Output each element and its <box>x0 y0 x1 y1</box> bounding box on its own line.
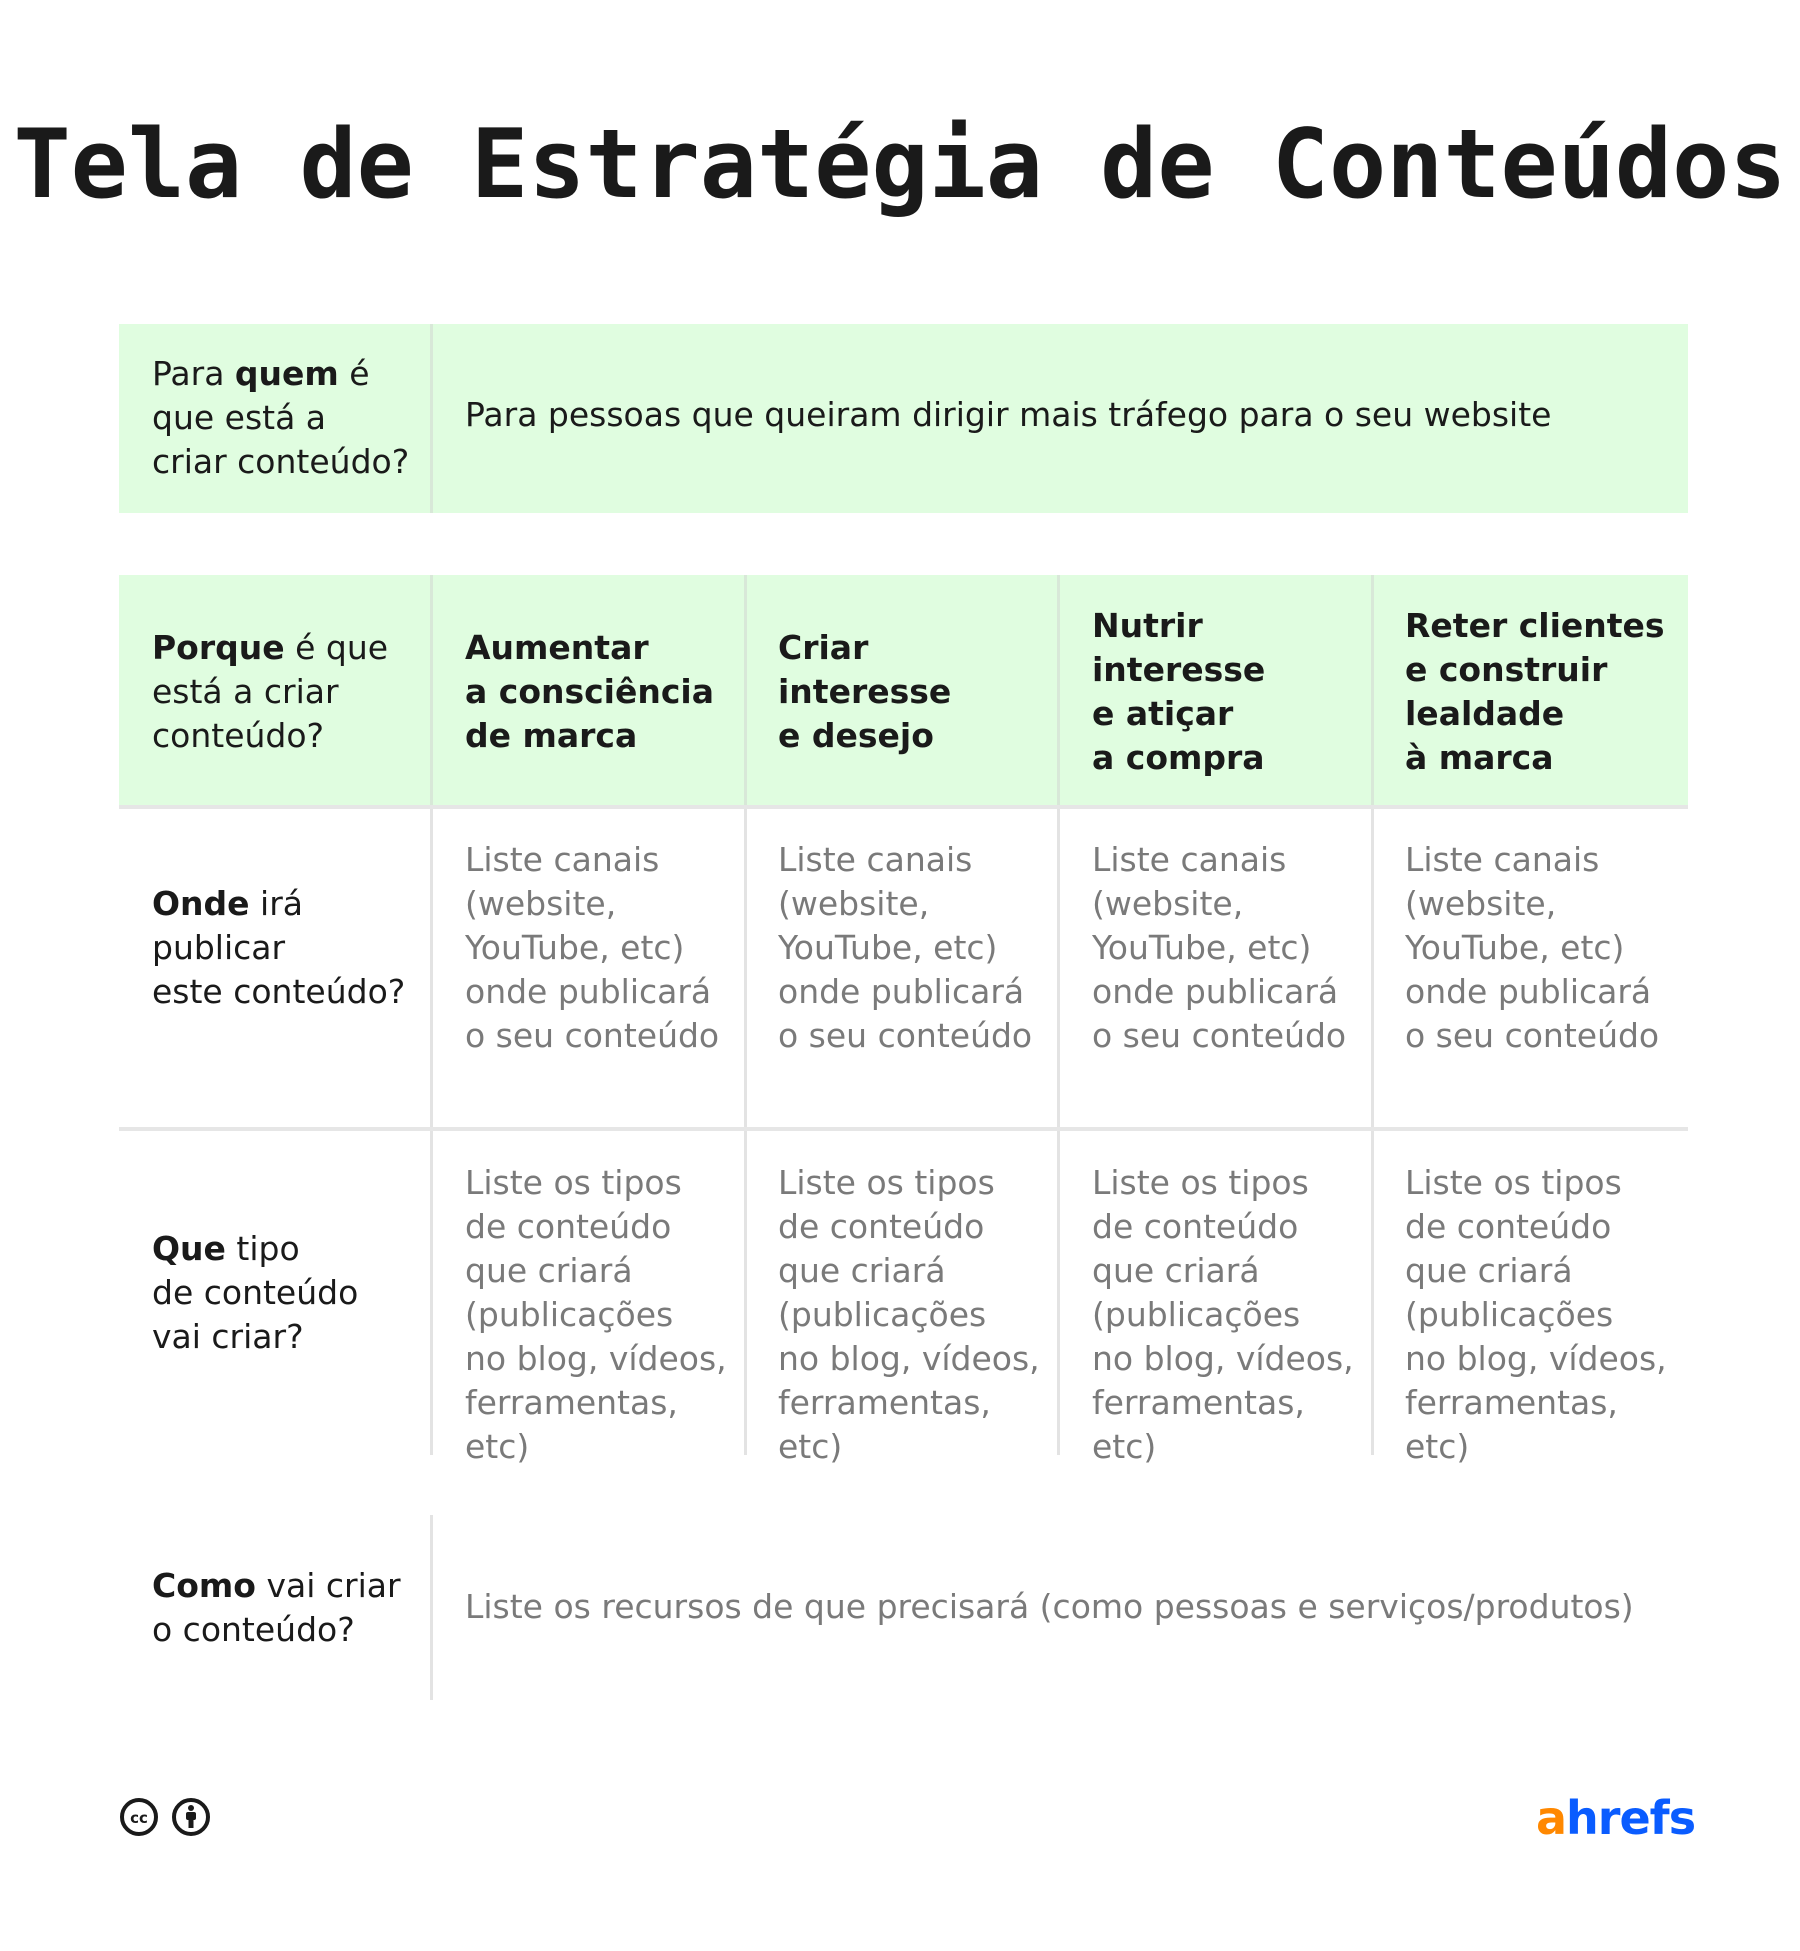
how-answer: Liste os recursos de que precisará (como pessoas e serviços/produtos) <box>465 1587 1634 1626</box>
why-divider-3 <box>1057 575 1060 805</box>
where-cell-3: Liste canais (website, YouTube, etc) onde publicará o seu conteúdo <box>1092 840 1347 1055</box>
what-divider-2 <box>744 1131 747 1455</box>
why-divider-4 <box>1371 575 1374 805</box>
ahrefs-logo <box>1536 1790 1695 1846</box>
who-question-bold: quem <box>234 354 339 393</box>
goal-nurture: Nutrir interesse e atiçar a compra <box>1092 606 1266 777</box>
goal-interest: Criar interesse e desejo <box>778 628 952 755</box>
who-question-pre: Para <box>152 354 235 393</box>
where-question-post: irá publicar este conteúdo? <box>152 884 406 1011</box>
ahrefs-logo-a: a <box>1536 1791 1567 1845</box>
what-question <box>152 1227 358 1359</box>
where-divider-3 <box>1057 809 1060 1127</box>
attribution-icon <box>171 1797 211 1841</box>
what-divider-1 <box>430 1131 433 1455</box>
what-cell-1: Liste os tipos de conteúdo que criará (publicações no blog, vídeos, ferramentas, etc) <box>465 1163 727 1466</box>
why-question-post: é que está a criar conteúdo? <box>152 628 389 755</box>
where-separator <box>119 1127 1688 1131</box>
license-icons <box>119 1797 211 1841</box>
who-question <box>152 352 409 484</box>
what-question-bold: Que <box>152 1229 226 1268</box>
why-divider-1 <box>430 575 433 805</box>
why-question-bold: Porque <box>152 628 285 667</box>
how-question <box>152 1564 401 1652</box>
where-question-bold: Onde <box>152 884 250 923</box>
where-cell-1: Liste canais (website, YouTube, etc) onde publicará o seu conteúdo <box>465 840 720 1055</box>
goal-awareness: Aumentar a consciência de marca <box>465 628 715 755</box>
where-divider-4 <box>1371 809 1374 1127</box>
how-divider <box>430 1515 433 1700</box>
where-cell-2: Liste canais (website, YouTube, etc) onde publicará o seu conteúdo <box>778 840 1033 1055</box>
goal-retain: Reter clientes e construir lealdade à marca <box>1405 606 1665 777</box>
who-question-post: é que está a criar conteúdo? <box>152 354 410 481</box>
who-row-divider <box>430 324 433 513</box>
why-divider-2 <box>744 575 747 805</box>
what-cell-2: Liste os tipos de conteúdo que criará (publicações no blog, vídeos, ferramentas, etc) <box>778 1163 1040 1466</box>
ahrefs-logo-rest: hrefs <box>1566 1791 1696 1845</box>
where-divider-1 <box>430 809 433 1127</box>
where-question <box>152 882 405 1014</box>
what-question-post: tipo de conteúdo vai criar? <box>152 1229 359 1356</box>
why-question <box>152 626 388 758</box>
what-cell-4: Liste os tipos de conteúdo que criará (publicações no blog, vídeos, ferramentas, etc) <box>1405 1163 1667 1466</box>
svg-text:cc: cc <box>130 1809 148 1827</box>
header-separator <box>119 805 1688 809</box>
where-cell-4: Liste canais (website, YouTube, etc) onde publicará o seu conteúdo <box>1405 840 1660 1055</box>
creative-commons-icon <box>119 1797 159 1841</box>
page-title: Tela de Estratégia de Conteúdos <box>13 110 1787 220</box>
who-answer: Para pessoas que queiram dirigir mais tráfego para o seu website <box>465 395 1552 434</box>
how-question-bold: Como <box>152 1566 256 1605</box>
where-divider-2 <box>744 809 747 1127</box>
what-divider-3 <box>1057 1131 1060 1455</box>
what-divider-4 <box>1371 1131 1374 1455</box>
how-question-post: vai criar o conteúdo? <box>152 1566 401 1649</box>
what-cell-3: Liste os tipos de conteúdo que criará (publicações no blog, vídeos, ferramentas, etc) <box>1092 1163 1354 1466</box>
